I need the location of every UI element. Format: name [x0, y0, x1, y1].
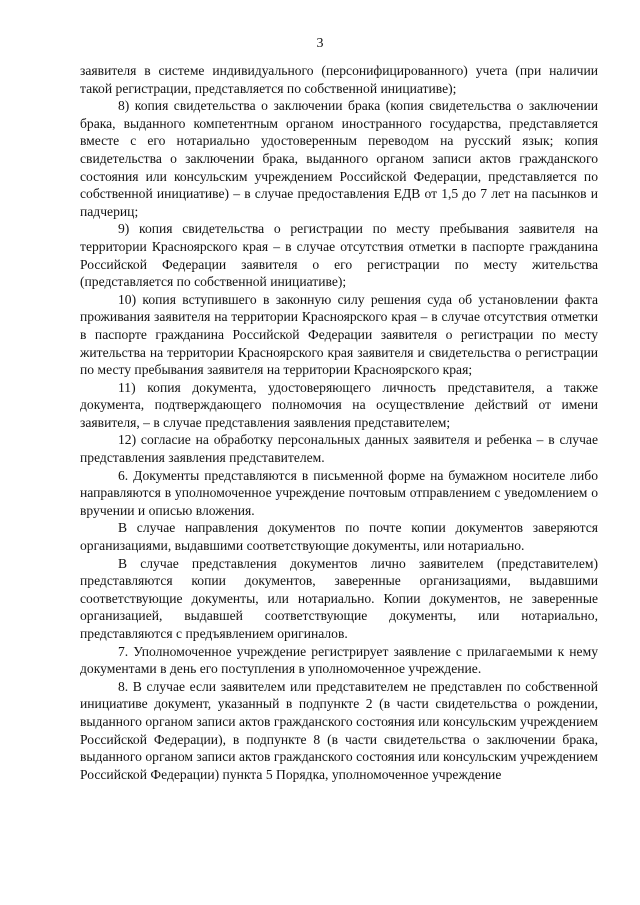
paragraph-item-9: 9) копия свидетельства о регистрации по месту пребывания заявителя на территории Красноярского края – в случае отсутствия отметки в паспорте гражданина Российской Федерации заявителя о его регистрации по месту жительства (представляется по собственной инициативе);: [80, 221, 598, 290]
page-number: 3: [316, 36, 324, 51]
paragraph-in-person-copies: В случае представления документов лично заявителем (представителем) представляются копии документов, заверенные организациями, выдавшими соответствующие документы, или нотариально. Копии документов, не заверенные организацией, выдавшей соответствующие документы, или нотариально, представляются с предъявлением оригиналов.: [80, 555, 598, 641]
paragraph-item-12: 12) согласие на обработку персональных данных заявителя и ребенка – в случае представления заявления представителем.: [80, 432, 598, 466]
paragraph-clause-6: 6. Документы представляются в письменной форме на бумажном носителе либо направляются в уполномоченное учреждение почтовым отправлением с уведомлением о вручении и описью вложения.: [80, 467, 598, 518]
paragraph-item-11: 11) копия документа, удостоверяющего личность представителя, а также документа, подтверждающего полномочия на осуществление действий от имени заявителя, – в случае представления заявления представителем;: [80, 379, 598, 430]
paragraph-item-10: 10) копия вступившего в законную силу решения суда об установлении факта проживания заявителя на территории Красноярского края – в случае отсутствия отметки в паспорте гражданина Российской Федерации заявителя о регистрации по месту жительства на территории Красноярского края заявителя и свидетельства о регистрации по месту пребывания заявителя на территории Красноярского края;: [80, 291, 598, 378]
document-body: [80, 62, 598, 783]
paragraph-clause-8: 8. В случае если заявителем или представителем не представлен по собственной инициативе документ, указанный в подпункте 2 (в части свидетельства о рождении, выданного органом записи актов гражданского состояния или консульским учреждением Российской Федерации), в подпункте 8 (в части свидетельства о заключении брака, выданного органом записи актов гражданского состояния или консульским учреждением Российской Федерации) пункта 5 Порядка, уполномоченное учреждение: [80, 678, 598, 782]
paragraph-continuation: заявителя в системе индивидуального (персонифицированного) учета (при наличии такой регистрации, представляется по собственной инициативе);: [80, 63, 598, 96]
paragraph-clause-7: 7. Уполномоченное учреждение регистрирует заявление с прилагаемыми к нему документами в день его поступления в уполномоченное учреждение.: [80, 643, 598, 677]
paragraph-item-8: 8) копия свидетельства о заключении брака (копия свидетельства о заключении брака, выданного компетентным органом иностранного государства, представляется вместе с его нотариально удостоверенным переводом на русский язык; копия свидетельства о заключении брака, выданного органом записи актов гражданского состояния или консульским учреждением Российской Федерации, представляется по собственной инициативе) – в случае предоставления ЕДВ от 1,5 до 7 лет на пасынков и падчериц;: [80, 98, 598, 219]
paragraph-mail-copies: В случае направления документов по почте копии документов заверяются организациями, выдавшими соответствующие документы, или нотариально.: [80, 520, 598, 554]
